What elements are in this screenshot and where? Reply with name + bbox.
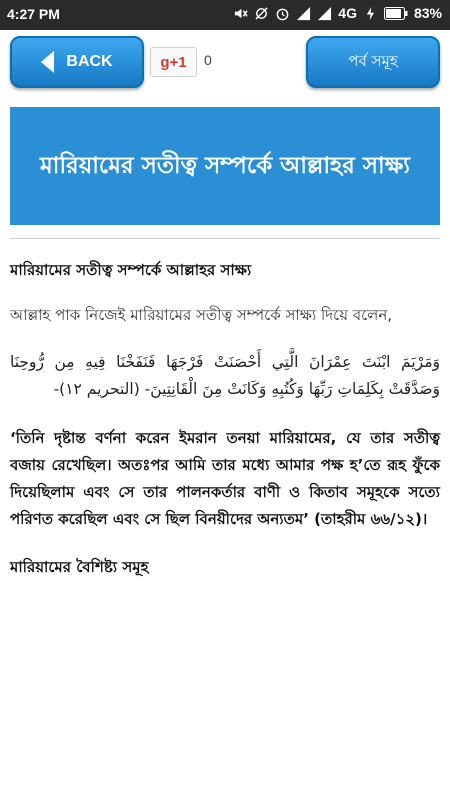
verse-translation: ‘তিনি দৃষ্টান্ত বর্ণনা করেন ইমরান তনয়া মারিয়ামের, যে তার সতীত্ব বজায় রেখেছিল। অতঃপর আমি তার মধ্যে আমার পক্ষ হ’তে রূহ ফুঁকে দিয়েছিলাম এবং সে তার পালনকর্তার বাণী ও কিতাব সমূহকে সত্যে পরিণত করেছিল এবং সে ছিল বিনয়ীদের অন্যতম’ (তাহরীম ৬৬/১২)। [10,429,440,528]
back-button[interactable] [10,36,144,88]
back-button-label: BACK [66,53,113,70]
no-location-icon [254,6,269,21]
volume-off-icon [233,6,248,21]
google-plus-one-button[interactable] [150,47,197,77]
page-title [10,107,440,225]
status-icons [233,5,442,21]
status-bar [0,0,450,30]
charging-icon [363,6,378,21]
arabic-verse: وَمَرْيَمَ ابْنَتَ عِمْرَانَ الَّتِي أَحْصَنَتْ فَرْجَهَا فَنَفَخْنَا فِيهِ مِن رُّوحِنَا وَصَدَّقَتْ بِكَلِمَاتِ رَبِّهَا وَكُتُبِهِ وَكَانَتْ مِنَ الْقَانِتِينَ- (التحريم ١٢)- [10,353,440,398]
back-arrow-icon [41,51,54,73]
article-intro: আল্লাহ পাক নিজেই মারিয়ামের সতীত্ব সম্পর্কে সাক্ষ্য দিয়ে বলেন, [10,306,393,324]
title-divider [10,238,440,239]
signal-icon [317,6,332,21]
status-time: 4:27 PM [7,6,60,22]
network-type: 4G [338,5,357,21]
google-plus-one-label: g+1 [160,53,187,71]
article-subheading: মারিয়ামের বৈশিষ্ট্য সমূহ [10,558,149,576]
page-title-text: মারিয়ামের সতীত্ব সম্পর্কে আল্লাহর সাক্ষ্য [40,153,410,179]
chapters-button[interactable] [306,36,440,88]
alarm-icon [275,6,290,21]
top-toolbar [0,30,450,92]
battery-level: 83% [413,5,442,21]
battery-icon [384,7,408,20]
article-content [10,258,440,579]
plus-one-count: 0 [204,52,212,68]
chapters-button-label: পর্ব সমূহ [348,51,398,70]
signal-icon [296,6,311,21]
article-heading: মারিয়ামের সতীত্ব সম্পর্কে আল্লাহর সাক্ষ্য [10,261,252,279]
